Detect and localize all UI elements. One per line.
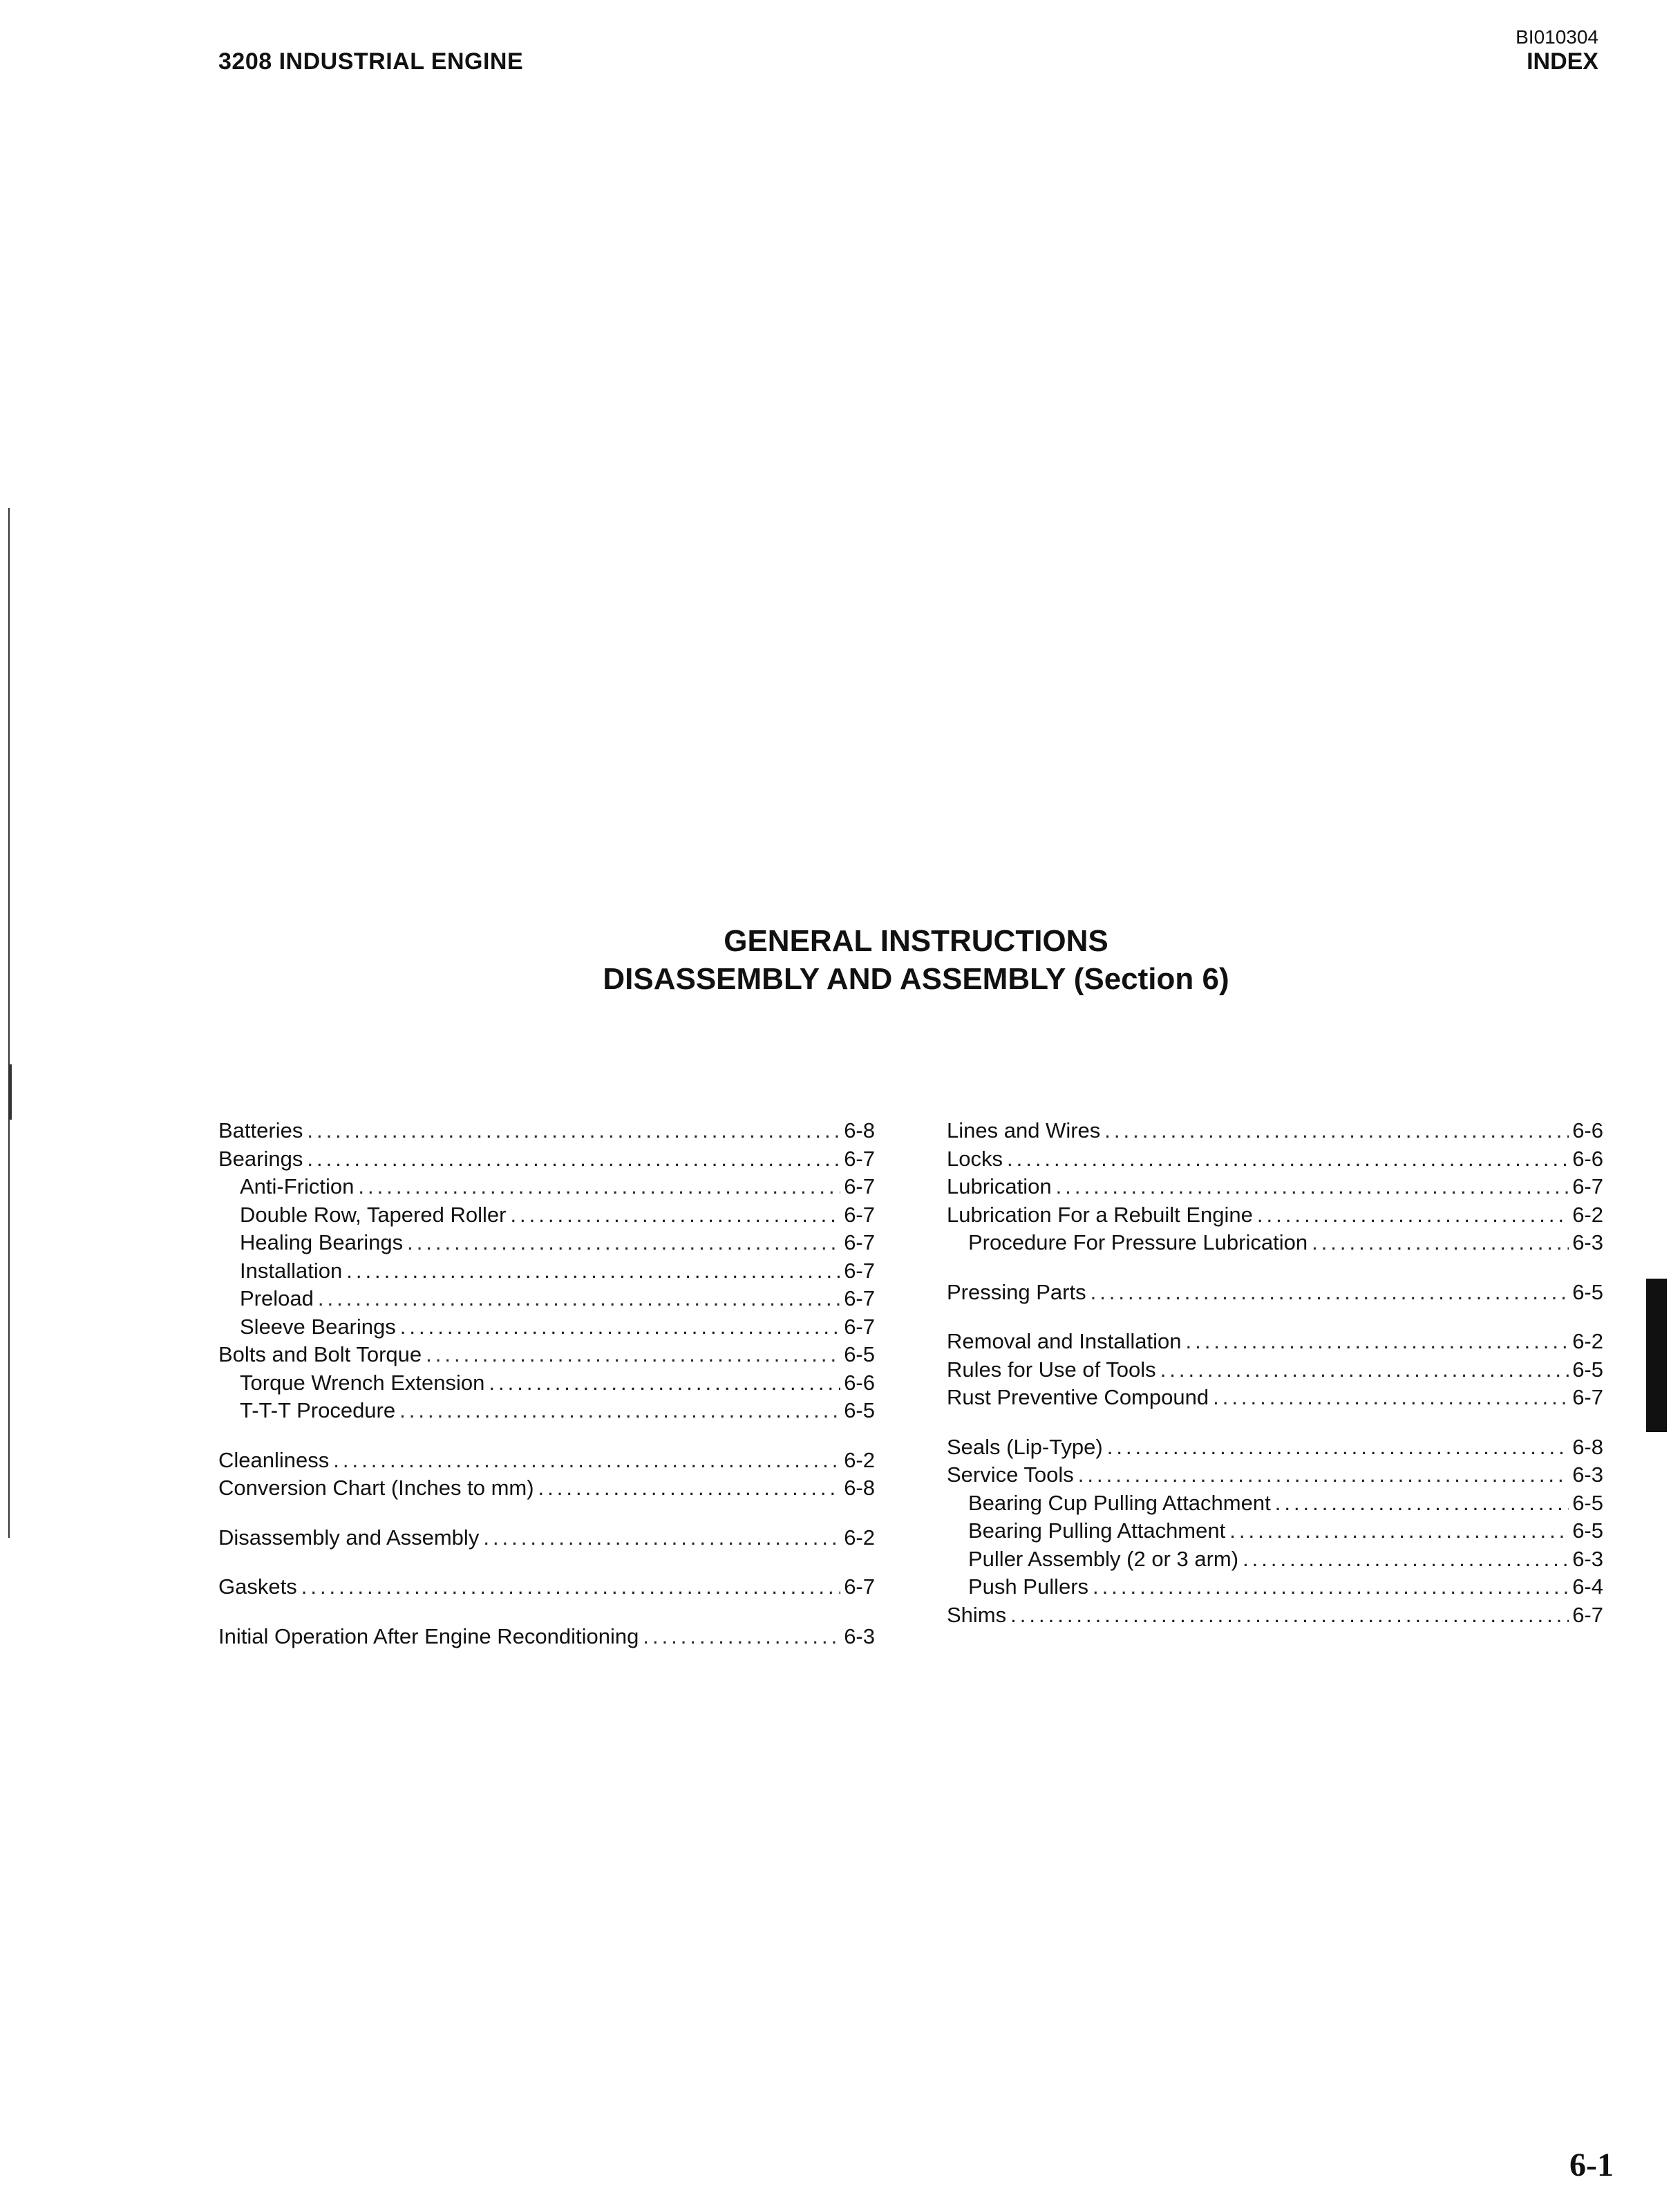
leader-dots [396,1313,840,1342]
leader-dots [1103,1433,1569,1462]
entry-label: Rules for Use of Tools [947,1357,1156,1382]
leader-dots [354,1173,840,1201]
entry-label: Healing Bearings [240,1230,404,1254]
entry-page: 6-7 [1572,1174,1603,1198]
index-subentry [218,1285,875,1313]
entry-label: T-T-T Procedure [240,1398,396,1422]
entry-label: Puller Assembly (2 or 3 arm) [968,1546,1239,1571]
entry-page: 6-3 [844,1624,875,1648]
entry-label: Double Row, Tapered Roller [240,1202,507,1227]
leader-dots [1086,1279,1569,1307]
index-entry [218,1524,875,1552]
heading-line-2: DISASSEMBLY AND ASSEMBLY (Section 6) [603,962,1229,996]
section-tab-marker [1646,1279,1667,1432]
entry-label: Seals (Lip-Type) [947,1434,1103,1459]
entry-page: 6-7 [1572,1385,1603,1409]
entry-page: 6-7 [844,1286,875,1310]
entry-page: 6-2 [1572,1202,1603,1227]
section-heading [0,922,1680,998]
entry-page: 6-5 [844,1398,875,1422]
entry-page: 6-7 [844,1230,875,1254]
entry-label: Push Pullers [968,1574,1089,1599]
entry-page: 6-7 [844,1574,875,1599]
leader-dots [506,1201,840,1230]
entry-page: 6-3 [1572,1546,1603,1571]
entry-page: 6-5 [1572,1490,1603,1515]
entry-page: 6-6 [1572,1118,1603,1142]
entry-label: Torque Wrench Extension [240,1370,485,1395]
entry-label: Procedure For Pressure Lubrication [968,1230,1308,1254]
index-entry [947,1328,1603,1356]
leader-dots [403,1229,840,1257]
entry-label: Sleeve Bearings [240,1314,396,1339]
entry-label: Rust Preventive Compound [947,1385,1209,1409]
index-subentry [218,1229,875,1257]
index-entry [947,1279,1603,1307]
entry-page: 6-6 [1572,1146,1603,1171]
index-subentry [947,1489,1603,1518]
index-entry [218,1447,875,1475]
index-subentry [218,1201,875,1230]
leader-dots [297,1573,840,1601]
leader-dots [1225,1517,1569,1545]
index-entry [218,1623,875,1651]
index-subentry [218,1397,875,1425]
entry-label: Shims [947,1602,1007,1627]
leader-dots [1253,1201,1569,1230]
index-subentry [947,1229,1603,1257]
leader-dots [1156,1356,1569,1384]
entry-label: Bearing Cup Pulling Attachment [968,1490,1271,1515]
entry-page: 6-2 [1572,1329,1603,1353]
entry-label: Removal and Installation [947,1329,1182,1353]
index-entry [947,1433,1603,1462]
leader-dots [1238,1545,1569,1574]
entry-label: Bolts and Bolt Torque [218,1342,422,1366]
entry-page: 6-5 [844,1342,875,1366]
leader-dots [303,1117,840,1145]
entry-page: 6-3 [1572,1230,1603,1254]
entry-label: Lines and Wires [947,1118,1101,1142]
leader-dots [1052,1173,1569,1201]
binding-edge-line [8,508,10,1538]
entry-label: Conversion Chart (Inches to mm) [218,1476,534,1500]
index-entry [218,1145,875,1174]
index-entry [218,1474,875,1503]
section-label: INDEX [1527,48,1598,75]
entry-label: Preload [240,1286,314,1310]
entry-page: 6-7 [844,1146,875,1171]
index-entry [947,1356,1603,1384]
leader-dots [1271,1489,1569,1518]
entry-label: Lubrication For a Rebuilt Engine [947,1202,1253,1227]
leader-dots [479,1524,840,1552]
index-entry [947,1117,1603,1145]
index-subentry [218,1369,875,1398]
index-subentry [947,1573,1603,1601]
leader-dots [342,1257,840,1286]
entry-page: 6-7 [844,1202,875,1227]
entry-label: Bearing Pulling Attachment [968,1518,1226,1543]
index-entry [218,1341,875,1369]
leader-dots [1074,1461,1569,1489]
index-entry [947,1201,1603,1230]
index-entry [947,1173,1603,1201]
leader-dots [1003,1145,1569,1174]
entry-page: 6-7 [844,1258,875,1283]
index-subentry [218,1313,875,1342]
entry-page: 6-7 [844,1314,875,1339]
leader-dots [303,1145,840,1174]
document-code: BI010304 [1516,26,1598,48]
leader-dots [484,1369,840,1398]
index-column-right [947,1117,1603,1629]
entry-label: Disassembly and Assembly [218,1525,480,1550]
document-title: 3208 INDUSTRIAL ENGINE [218,48,524,75]
index-entry [218,1117,875,1145]
entry-page: 6-3 [1572,1462,1603,1487]
entry-page: 6-5 [1572,1357,1603,1382]
leader-dots [639,1623,840,1651]
entry-label: Lubrication [947,1174,1052,1198]
entry-page: 6-5 [1572,1518,1603,1543]
page-number: 6-1 [1569,2147,1614,2183]
index-entry [947,1601,1603,1630]
entry-page: 6-8 [844,1476,875,1500]
entry-page: 6-4 [1572,1574,1603,1599]
entry-label: Gaskets [218,1574,297,1599]
index-subentry [947,1545,1603,1574]
entry-page: 6-7 [1572,1602,1603,1627]
index-subentry [947,1517,1603,1545]
entry-label: Initial Operation After Engine Reconditioning [218,1624,639,1648]
index-entry [947,1384,1603,1412]
entry-page: 6-2 [844,1447,875,1472]
leader-dots [329,1447,840,1475]
entry-page: 6-2 [844,1525,875,1550]
index-entry [218,1573,875,1601]
entry-label: Anti-Friction [240,1174,355,1198]
leader-dots [1308,1229,1569,1257]
index-column-left [218,1117,875,1650]
leader-dots [1181,1328,1569,1356]
index-entry [947,1145,1603,1174]
leader-dots [314,1285,840,1313]
leader-dots [1088,1573,1569,1601]
leader-dots [422,1341,840,1369]
entry-label: Bearings [218,1146,303,1171]
index-subentry [218,1173,875,1201]
heading-line-1: GENERAL INSTRUCTIONS [724,924,1108,958]
entry-page: 6-7 [844,1174,875,1198]
entry-label: Service Tools [947,1462,1074,1487]
entry-page: 6-5 [1572,1279,1603,1304]
binding-edge-mark [10,1064,12,1120]
index-entry [947,1461,1603,1489]
leader-dots [534,1474,840,1503]
entry-page: 6-8 [1572,1434,1603,1459]
leader-dots [1100,1117,1569,1145]
entry-label: Pressing Parts [947,1279,1086,1304]
entry-label: Locks [947,1146,1003,1171]
leader-dots [1209,1384,1569,1412]
leader-dots [1006,1601,1569,1630]
entry-label: Installation [240,1258,343,1283]
entry-label: Cleanliness [218,1447,330,1472]
index-subentry [218,1257,875,1286]
entry-page: 6-8 [844,1118,875,1142]
leader-dots [395,1397,840,1425]
entry-label: Batteries [218,1118,303,1142]
entry-page: 6-6 [844,1370,875,1395]
